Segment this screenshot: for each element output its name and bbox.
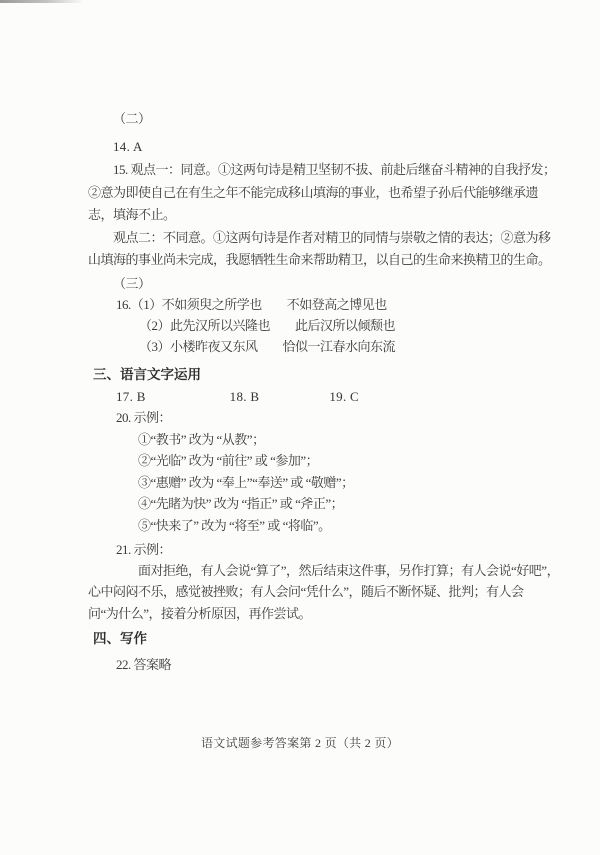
answer-21-line3: 问“为什么”，接着分析原因，再作尝试。 xyxy=(88,606,312,621)
answer-20-item1: ①“教书” 改为 “从教”； xyxy=(138,432,265,447)
answer-15-view1-line2: ②意为即使自己在有生之年不能完成移山填海的事业，也希望子孙后代能够继承遗 xyxy=(88,185,539,200)
section-3-heading: 三、语言文字运用 xyxy=(93,367,201,382)
part-3-heading: （三） xyxy=(113,276,151,291)
answer-21-label: 21. 示例： xyxy=(116,542,172,557)
answer-20-label: 20. 示例： xyxy=(116,410,172,425)
answer-20-item4: ④“先睹为快” 改为 “指正” 或 “斧正”； xyxy=(138,496,344,511)
answer-20-item5: ⑤“快来了” 改为 “将至” 或 “将临”。 xyxy=(138,518,331,533)
part-2-heading: （二） xyxy=(113,111,151,126)
answer-16-item2: （2）此先汉所以兴隆也 此后汉所以倾颓也 xyxy=(139,318,396,333)
page-footer: 语文试题参考答案第 2 页（共 2 页） xyxy=(200,736,399,750)
answer-15-view1-line1: 15. 观点一：同意。①这两句诗是精卫坚韧不拔、前赴后继奋斗精神的自我抒发； xyxy=(113,162,556,177)
answer-15-view1-line3: 志，填海不止。 xyxy=(88,207,176,222)
answer-20-item3: ③“惠赠” 改为 “奉上”“奉送” 或 “敬赠”； xyxy=(138,475,354,490)
answer-15-view2-line2: 山填海的事业尚未完成，我愿牺牲生命来帮助精卫，以自己的生命来换精卫的生命。 xyxy=(88,252,551,267)
scan-edge-artifact xyxy=(0,0,84,3)
answer-22: 22. 答案略 xyxy=(116,657,172,672)
answer-21-line2: 心中闷闷不乐，感觉被挫败；有人会问“凭什么”，随后不断怀疑、批判；有人会 xyxy=(88,584,524,599)
answer-18: 18. B xyxy=(229,389,260,404)
section-4-heading: 四、写作 xyxy=(93,631,147,646)
answer-16-item1: 16.（1）不如须臾之所学也 不如登高之博见也 xyxy=(116,297,387,312)
answers-17-18-19-row xyxy=(116,388,359,405)
answer-16-item3: （3）小楼昨夜又东风 恰似一江春水向东流 xyxy=(139,339,396,354)
answer-15-view2-line1: 观点二：不同意。①这两句诗是作者对精卫的同情与崇敬之情的表达；②意为移 xyxy=(113,230,551,245)
answer-21-line1: 面对拒绝，有人会说“算了”，然后结束这件事，另作打算；有人会说“好吧”， xyxy=(138,563,560,578)
answer-14: 14. A xyxy=(113,139,143,154)
answer-20-item2: ②“光临” 改为 “前往” 或 “参加”； xyxy=(138,453,319,468)
answer-19: 19. C xyxy=(329,389,360,404)
answer-17: 17. B xyxy=(116,389,146,404)
